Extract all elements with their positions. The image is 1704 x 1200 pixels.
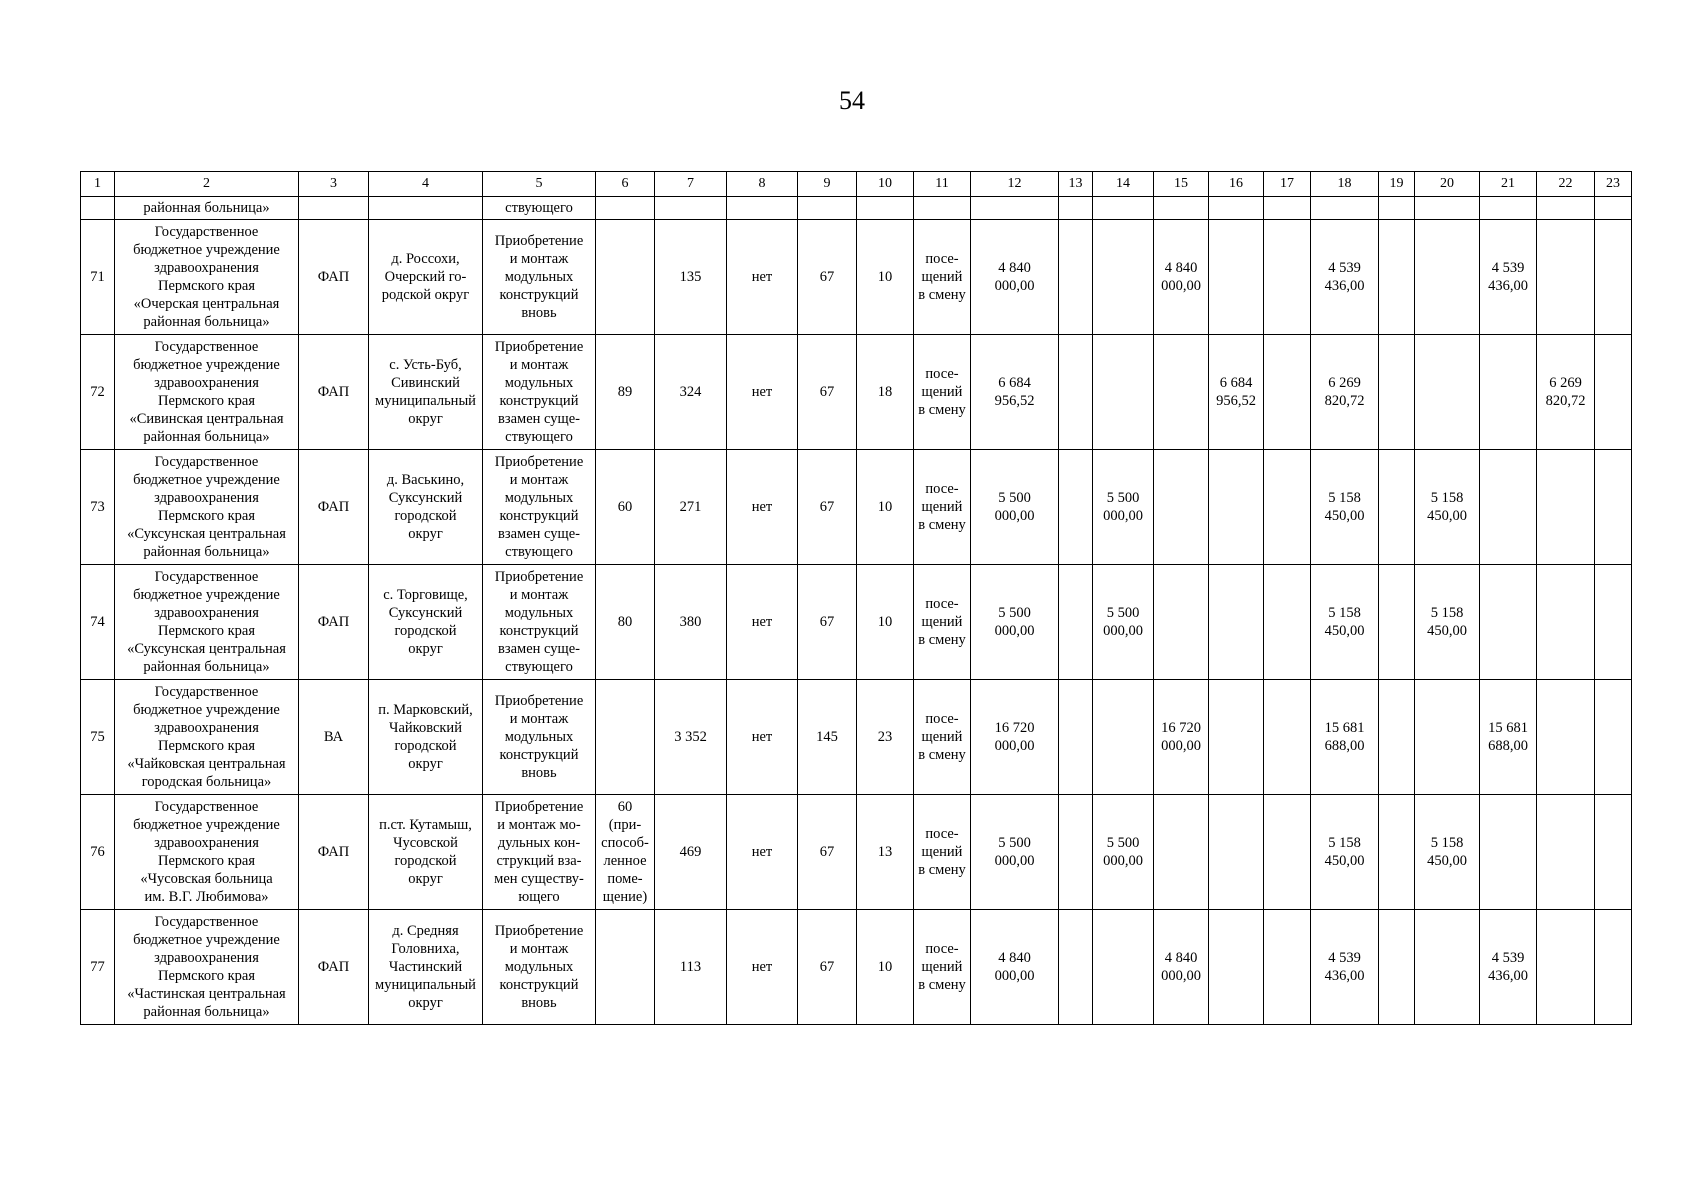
cell-c7: 380 xyxy=(655,565,727,680)
column-header-6: 6 xyxy=(596,172,655,197)
cell-c13 xyxy=(1059,197,1093,220)
cell-c9: 67 xyxy=(798,795,857,910)
cell-c17 xyxy=(1264,335,1311,450)
cell-c23 xyxy=(1595,335,1632,450)
facility-type: ФАП xyxy=(299,795,369,910)
cell-c22 xyxy=(1537,680,1595,795)
cell-c22: 6 269 820,72 xyxy=(1537,335,1595,450)
cell-c14 xyxy=(1093,220,1154,335)
row-number: 76 xyxy=(81,795,115,910)
cell-c12: 4 840 000,00 xyxy=(971,220,1059,335)
cell-c17 xyxy=(1264,680,1311,795)
action: Приобретение и монтаж мо- дульных кон- струкций вза- мен существу- ющего xyxy=(483,795,596,910)
column-header-11: 11 xyxy=(914,172,971,197)
cell-c16: 6 684 956,52 xyxy=(1209,335,1264,450)
location: с. Усть-Буб, Сивинский муниципальный округ xyxy=(369,335,483,450)
cell-c6 xyxy=(596,220,655,335)
cell-c21 xyxy=(1480,795,1537,910)
cell-c17 xyxy=(1264,795,1311,910)
cell-c16 xyxy=(1209,795,1264,910)
cell-c15 xyxy=(1154,335,1209,450)
cell-c14: 5 500 000,00 xyxy=(1093,565,1154,680)
cell-c18: 5 158 450,00 xyxy=(1311,450,1379,565)
cell-c6 xyxy=(596,197,655,220)
cell-c18 xyxy=(1311,197,1379,220)
cell-c16 xyxy=(1209,565,1264,680)
organization: Государственное бюджетное учреждение здравоохранения Пермского края «Очерская центральная районная больница» xyxy=(115,220,299,335)
cell-c15: 16 720 000,00 xyxy=(1154,680,1209,795)
column-header-10: 10 xyxy=(857,172,914,197)
cell-c11: посе- щений в смену xyxy=(914,565,971,680)
cell-c9 xyxy=(798,197,857,220)
cell-c20: 5 158 450,00 xyxy=(1415,565,1480,680)
location: д. Средняя Головниха, Частинский муниципальный округ xyxy=(369,910,483,1025)
action: Приобретение и монтаж модульных конструкций взамен суще- ствующего xyxy=(483,565,596,680)
organization: Государственное бюджетное учреждение здравоохранения Пермского края «Частинская центральная районная больница» xyxy=(115,910,299,1025)
cell-c15 xyxy=(1154,197,1209,220)
cell-c10: 13 xyxy=(857,795,914,910)
cell-c23 xyxy=(1595,450,1632,565)
location: п.ст. Кутамыш, Чусовской городской округ xyxy=(369,795,483,910)
cell-c22 xyxy=(1537,197,1595,220)
cell-c17 xyxy=(1264,197,1311,220)
cell-c7: 135 xyxy=(655,220,727,335)
cell-c19 xyxy=(1379,910,1415,1025)
cell-c6: 80 xyxy=(596,565,655,680)
cell-c20 xyxy=(1415,220,1480,335)
cell-c14 xyxy=(1093,197,1154,220)
cell-c7: 469 xyxy=(655,795,727,910)
cell-c20 xyxy=(1415,335,1480,450)
cell-c20 xyxy=(1415,680,1480,795)
cell-c14: 5 500 000,00 xyxy=(1093,795,1154,910)
cell-c19 xyxy=(1379,335,1415,450)
cell-c6 xyxy=(596,680,655,795)
cell-c23 xyxy=(1595,910,1632,1025)
cell-c12: 5 500 000,00 xyxy=(971,450,1059,565)
cell-c18: 6 269 820,72 xyxy=(1311,335,1379,450)
cell-c11: посе- щений в смену xyxy=(914,795,971,910)
facility-type: ФАП xyxy=(299,220,369,335)
cell-c22 xyxy=(1537,220,1595,335)
cell-c23 xyxy=(1595,680,1632,795)
cell-c1 xyxy=(81,197,115,220)
cell-c8 xyxy=(727,197,798,220)
cell-c6 xyxy=(596,910,655,1025)
cell-c10: 10 xyxy=(857,220,914,335)
cell-c3 xyxy=(299,197,369,220)
cell-c11 xyxy=(914,197,971,220)
cell-c19 xyxy=(1379,197,1415,220)
cell-c10: 10 xyxy=(857,565,914,680)
row-number: 72 xyxy=(81,335,115,450)
cell-c8: нет xyxy=(727,910,798,1025)
action: Приобретение и монтаж модульных конструкций вновь xyxy=(483,220,596,335)
table-row xyxy=(81,335,1632,450)
cell-c9: 145 xyxy=(798,680,857,795)
cell-c12: 5 500 000,00 xyxy=(971,565,1059,680)
cell-c23 xyxy=(1595,197,1632,220)
cell-c10: 10 xyxy=(857,450,914,565)
action: Приобретение и монтаж модульных конструкций вновь xyxy=(483,680,596,795)
column-header-22: 22 xyxy=(1537,172,1595,197)
cell-c21: 4 539 436,00 xyxy=(1480,220,1537,335)
column-header-20: 20 xyxy=(1415,172,1480,197)
column-header-16: 16 xyxy=(1209,172,1264,197)
row-number: 73 xyxy=(81,450,115,565)
cell-c22 xyxy=(1537,795,1595,910)
facility-type: ФАП xyxy=(299,910,369,1025)
column-header-1: 1 xyxy=(81,172,115,197)
page-number: 54 xyxy=(839,86,865,115)
cell-c7: 113 xyxy=(655,910,727,1025)
column-header-5: 5 xyxy=(483,172,596,197)
cell-c21 xyxy=(1480,565,1537,680)
cell-c21 xyxy=(1480,335,1537,450)
cell-c7: 3 352 xyxy=(655,680,727,795)
cell-c12: 4 840 000,00 xyxy=(971,910,1059,1025)
cell-c19 xyxy=(1379,220,1415,335)
cell-c17 xyxy=(1264,565,1311,680)
column-header-17: 17 xyxy=(1264,172,1311,197)
cell-c20: 5 158 450,00 xyxy=(1415,450,1480,565)
column-number-row xyxy=(81,172,1632,197)
cell-c2: районная больница» xyxy=(115,197,299,220)
column-header-2: 2 xyxy=(115,172,299,197)
cell-c14 xyxy=(1093,335,1154,450)
cell-c8: нет xyxy=(727,565,798,680)
cell-c18: 15 681 688,00 xyxy=(1311,680,1379,795)
cell-c13 xyxy=(1059,450,1093,565)
cell-c17 xyxy=(1264,220,1311,335)
row-number: 71 xyxy=(81,220,115,335)
cell-c20: 5 158 450,00 xyxy=(1415,795,1480,910)
organization: Государственное бюджетное учреждение здравоохранения Пермского края «Суксунская центральная районная больница» xyxy=(115,450,299,565)
cell-c16 xyxy=(1209,197,1264,220)
cell-c4 xyxy=(369,197,483,220)
cell-c13 xyxy=(1059,795,1093,910)
cell-c18: 5 158 450,00 xyxy=(1311,795,1379,910)
cell-c10: 10 xyxy=(857,910,914,1025)
cell-c15: 4 840 000,00 xyxy=(1154,910,1209,1025)
cell-c19 xyxy=(1379,680,1415,795)
cell-c13 xyxy=(1059,680,1093,795)
cell-c18: 5 158 450,00 xyxy=(1311,565,1379,680)
table-body xyxy=(81,197,1632,1025)
cell-c16 xyxy=(1209,680,1264,795)
column-header-12: 12 xyxy=(971,172,1059,197)
cell-c23 xyxy=(1595,220,1632,335)
table-row xyxy=(81,220,1632,335)
table-row xyxy=(81,450,1632,565)
facilities-table xyxy=(80,171,1632,1025)
cell-c8: нет xyxy=(727,795,798,910)
facility-type: ФАП xyxy=(299,335,369,450)
column-header-9: 9 xyxy=(798,172,857,197)
cell-c11: посе- щений в смену xyxy=(914,680,971,795)
cell-c6: 60 (при- способ- ленное поме- щение) xyxy=(596,795,655,910)
location: д. Россохи, Очерский го- родской округ xyxy=(369,220,483,335)
column-header-19: 19 xyxy=(1379,172,1415,197)
cell-c8: нет xyxy=(727,220,798,335)
cell-c8: нет xyxy=(727,680,798,795)
facility-type: ВА xyxy=(299,680,369,795)
table-row xyxy=(81,910,1632,1025)
cell-c8: нет xyxy=(727,450,798,565)
cell-c13 xyxy=(1059,335,1093,450)
continuation-row xyxy=(81,197,1632,220)
table-header xyxy=(81,172,1632,197)
cell-c10: 18 xyxy=(857,335,914,450)
cell-c8: нет xyxy=(727,335,798,450)
cell-c14 xyxy=(1093,680,1154,795)
cell-c15 xyxy=(1154,565,1209,680)
row-number: 74 xyxy=(81,565,115,680)
facility-type: ФАП xyxy=(299,450,369,565)
cell-c23 xyxy=(1595,795,1632,910)
cell-c7: 271 xyxy=(655,450,727,565)
cell-c21 xyxy=(1480,450,1537,565)
column-header-8: 8 xyxy=(727,172,798,197)
cell-c9: 67 xyxy=(798,450,857,565)
cell-c21 xyxy=(1480,197,1537,220)
column-header-23: 23 xyxy=(1595,172,1632,197)
cell-c6: 89 xyxy=(596,335,655,450)
cell-c18: 4 539 436,00 xyxy=(1311,220,1379,335)
cell-c12 xyxy=(971,197,1059,220)
cell-c11: посе- щений в смену xyxy=(914,220,971,335)
cell-c15 xyxy=(1154,450,1209,565)
column-header-21: 21 xyxy=(1480,172,1537,197)
cell-c16 xyxy=(1209,910,1264,1025)
organization: Государственное бюджетное учреждение здравоохранения Пермского края «Суксунская центральная районная больница» xyxy=(115,565,299,680)
cell-c21: 4 539 436,00 xyxy=(1480,910,1537,1025)
cell-c10: 23 xyxy=(857,680,914,795)
organization: Государственное бюджетное учреждение здравоохранения Пермского края «Сивинская центральная районная больница» xyxy=(115,335,299,450)
cell-c11: посе- щений в смену xyxy=(914,450,971,565)
cell-c19 xyxy=(1379,450,1415,565)
column-header-7: 7 xyxy=(655,172,727,197)
table-row xyxy=(81,565,1632,680)
cell-c13 xyxy=(1059,910,1093,1025)
cell-c21: 15 681 688,00 xyxy=(1480,680,1537,795)
cell-c13 xyxy=(1059,565,1093,680)
cell-c11: посе- щений в смену xyxy=(914,335,971,450)
cell-c12: 6 684 956,52 xyxy=(971,335,1059,450)
row-number: 75 xyxy=(81,680,115,795)
cell-c23 xyxy=(1595,565,1632,680)
location: с. Торговище, Суксунский городской округ xyxy=(369,565,483,680)
cell-c7: 324 xyxy=(655,335,727,450)
cell-c12: 5 500 000,00 xyxy=(971,795,1059,910)
action: Приобретение и монтаж модульных конструкций взамен суще- ствующего xyxy=(483,450,596,565)
cell-c11: посе- щений в смену xyxy=(914,910,971,1025)
table-row xyxy=(81,680,1632,795)
cell-c14: 5 500 000,00 xyxy=(1093,450,1154,565)
cell-c13 xyxy=(1059,220,1093,335)
cell-c9: 67 xyxy=(798,220,857,335)
cell-c20 xyxy=(1415,910,1480,1025)
table-row xyxy=(81,795,1632,910)
action: Приобретение и монтаж модульных конструкций взамен суще- ствующего xyxy=(483,335,596,450)
location: п. Марковский, Чайковский городской округ xyxy=(369,680,483,795)
cell-c12: 16 720 000,00 xyxy=(971,680,1059,795)
cell-c18: 4 539 436,00 xyxy=(1311,910,1379,1025)
cell-c19 xyxy=(1379,795,1415,910)
cell-c19 xyxy=(1379,565,1415,680)
cell-c10 xyxy=(857,197,914,220)
column-header-14: 14 xyxy=(1093,172,1154,197)
cell-c17 xyxy=(1264,910,1311,1025)
organization: Государственное бюджетное учреждение здравоохранения Пермского края «Чайковская центральная городская больница» xyxy=(115,680,299,795)
cell-c20 xyxy=(1415,197,1480,220)
cell-c17 xyxy=(1264,450,1311,565)
cell-c15 xyxy=(1154,795,1209,910)
cell-c5: ствующего xyxy=(483,197,596,220)
cell-c16 xyxy=(1209,450,1264,565)
cell-c22 xyxy=(1537,450,1595,565)
cell-c7 xyxy=(655,197,727,220)
column-header-13: 13 xyxy=(1059,172,1093,197)
cell-c14 xyxy=(1093,910,1154,1025)
cell-c9: 67 xyxy=(798,335,857,450)
facility-type: ФАП xyxy=(299,565,369,680)
cell-c15: 4 840 000,00 xyxy=(1154,220,1209,335)
column-header-4: 4 xyxy=(369,172,483,197)
row-number: 77 xyxy=(81,910,115,1025)
organization: Государственное бюджетное учреждение здравоохранения Пермского края «Чусовская больница им. В.Г. Любимова» xyxy=(115,795,299,910)
cell-c22 xyxy=(1537,565,1595,680)
cell-c16 xyxy=(1209,220,1264,335)
location: д. Васькино, Суксунский городской округ xyxy=(369,450,483,565)
action: Приобретение и монтаж модульных конструкций вновь xyxy=(483,910,596,1025)
column-header-3: 3 xyxy=(299,172,369,197)
column-header-18: 18 xyxy=(1311,172,1379,197)
column-header-15: 15 xyxy=(1154,172,1209,197)
cell-c6: 60 xyxy=(596,450,655,565)
cell-c22 xyxy=(1537,910,1595,1025)
cell-c9: 67 xyxy=(798,565,857,680)
cell-c9: 67 xyxy=(798,910,857,1025)
